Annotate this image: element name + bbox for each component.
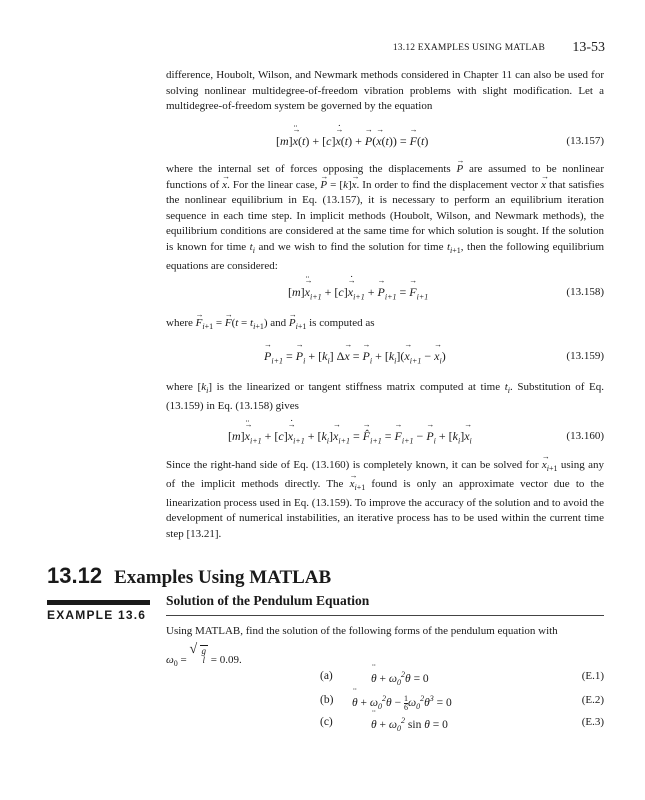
para-text: are assumed to be nonlinear functions of [166,163,604,191]
para-text: that satisfies the nonlinear equilibrium in Eq. (13.157), it is necessary to perform an equilibrium iteration sequence in each time step. In implicit methods (Houbolt, Wilson, and Newmark methods), the equilibrium conditions are considered at the same time for which solution is sought. If the solution is known for time [166,178,605,253]
equation-number: (13.159) [566,350,604,362]
pendulum-form-a [166,670,604,688]
example-bar [47,600,150,605]
paragraph-iterative-process: Since the right-hand side of Eq. (13.160) is completely known, it can be solved for → $x_{i+1}$ using any of the implicit methods directly. The → $x_{i+1}$ found is only an approximate vector due to the linearization process used in Eq. (13.159). To improve the accuracy of the solution and to avoid the development of numerical instabilities, an iterative process has to be used within the current time step [13.21]. [166,458,604,542]
form-number: (E.2) [581,694,604,706]
para-text: . For the linear case, [227,178,321,191]
example-title: Solution of the Pendulum Equation [166,593,370,608]
example-divider [166,615,604,616]
intro-paragraph [166,68,604,115]
form-label: (a) [320,670,333,682]
para-text: Since the right-hand side of Eq. (13.160) is completely known, it can be solved for [166,459,542,471]
equation-number: (13.160) [566,430,604,442]
section-title: Examples Using MATLAB [114,567,332,588]
para-text: . Substitution of Eq. (13.159) in Eq. (13.158) gives [166,381,604,412]
equation-13-158 [166,285,604,305]
running-header [170,40,605,58]
form-number: (E.3) [581,716,604,728]
section-number: 13.12 [47,563,103,588]
equation-expression: [m]→ x $¨_{i+1} + [c]\to x$ $˙_{i+1}$ + → $P_{i+1}$ = → $F_{i+1}$ [288,285,428,301]
form-number: (E.1) [581,670,604,682]
para-text: and [267,317,289,329]
para-text: where [166,381,198,393]
omega-definition: $\omega_0$ = √ g l = 0.09. [166,642,242,669]
equation-expression: → $P_{i+1}$ = → $P_i + [k_i]$ Δ→ x = → $P_i + [k_i](\to x_{i+1}$ − → $x_i$) [264,349,446,365]
equation-expression: [m]→ x $¨_{i+1} + [c]\to x$ $˙_{i+1} + [k_i]\to x_{i+1}$ = → $F̂_{i+1}$ = → $F_{i+1}$ − → $P_i + [k_i]\to x_i$ [228,429,472,445]
equation-13-159 [166,349,604,369]
paragraph-tangent-stiffness: where $[k_i]$ is the linearized or tangent stiffness matrix computed at time $t_i$. Substitution of Eq. (13.159) in Eq. (13.158) gives [166,381,604,412]
form-label: (b) [320,694,334,706]
pendulum-form-c [166,716,604,734]
para-text: using any of the implicit methods directly. The [166,459,604,490]
equation-13-160 [166,429,604,449]
intro-text: difference, Houbolt, Wilson, and Newmark methods considered in Chapter 11 can also be used for solving nonlinear multidegree-of-freedom vibration problems with slight modification. Let a multidegree-of-freedom system be governed by the equation [166,69,604,113]
form-expression: θ ¨ + $\omega_0^2\theta$ − $\frac{1}{6}$ $\omega_0^2\theta^3 = 0$ [352,694,452,712]
para-text: where [166,317,196,329]
equation-13-157 [166,134,604,154]
form-label: (c) [320,716,333,728]
equation-number: (13.157) [566,135,604,147]
para-text: , then the following equilibrium equations are considered: [166,240,604,272]
page-number: 13-53 [572,40,605,55]
para-text: found is only an approximate vector due to the linearization process used in Eq. (13.159). To improve the accuracy of the solution and to avoid the development of numerical instabilities, an iterative process has to be used within the current time step [13.21]. [166,477,604,540]
form-expression: θ ¨ + $\omega_0^2\theta = 0$ [371,670,429,687]
para-text: and we wish to find the solution for time [254,240,447,253]
example-statement [166,624,604,640]
pendulum-form-b [166,694,604,712]
paragraph-nonlinear-forces: where the internal set of forces opposing the displacements → P are assumed to be nonlinear functions of → x. For the linear case, → P = [k]→ x. In order to find the displacement vector → x that satisfies the nonlinear equilibrium in Eq. (13.157), it is necessary to perform an equilibrium iteration sequence in each time step. In implicit methods (Houbolt, Wilson, and Newmark methods), the equilibrium conditions are considered at the same time for which solution is sought. If the solution is known for time $t_i$ and we wish to find the solution for time $t_{i+1}$, then the following equilibrium equations are considered: [166,162,604,274]
para-text: where the internal set of forces opposing the displacements [166,163,457,175]
omega-value: = 0.09. [210,654,242,666]
para-text: . In order to find the displacement vector [356,178,542,191]
paragraph-where-f: where → $F_{i+1}$ = → $F(t = t_{i+1})$ and → $P_{i+1}$ is computed as [166,316,604,335]
running-title: 13.12 EXAMPLES USING MATLAB [392,43,545,53]
form-expression: θ ¨ + $\omega_0^2$ sin θ = 0 [371,716,448,733]
example-label: EXAMPLE 13.6 [47,608,147,622]
section-heading [47,563,331,589]
equation-number: (13.158) [566,286,604,298]
para-text: is computed as [306,317,375,329]
para-text: is the linearized or tangent stiffness matrix computed at time [211,381,505,393]
example-statement-text: Using MATLAB, find the solution of the following forms of the pendulum equation with [166,625,558,637]
equation-expression: [m]→ x ¨(t) + [c]→ x ˙(t) + → P(→ x(t)) = → F(t) [276,134,428,149]
